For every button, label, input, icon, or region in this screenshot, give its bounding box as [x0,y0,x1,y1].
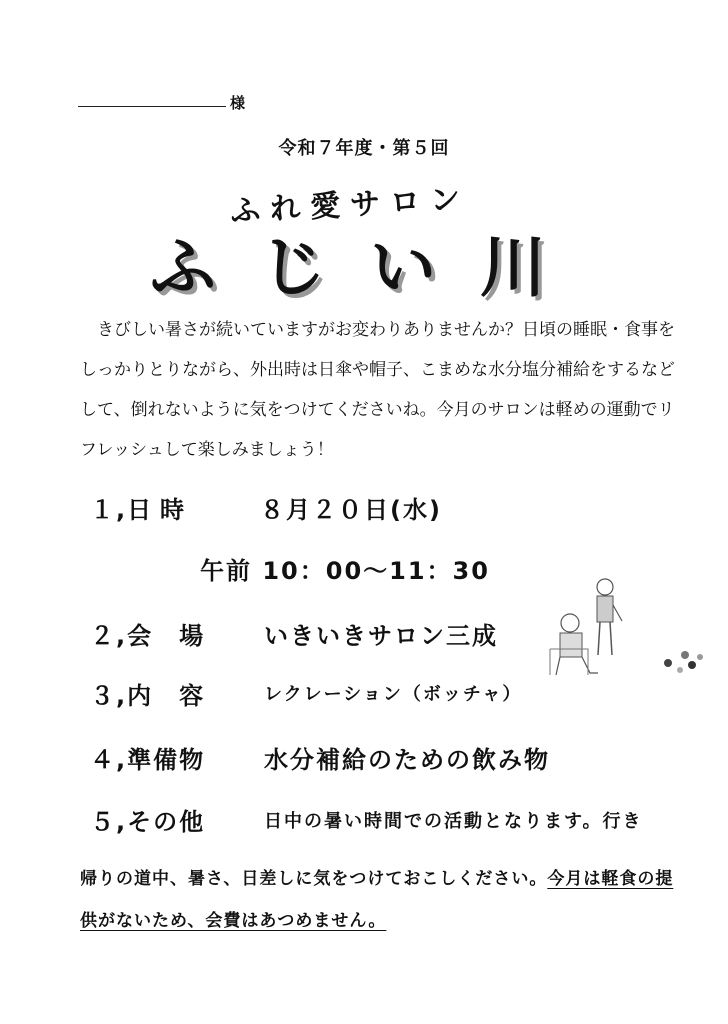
item4-label: ４,準備物 [90,746,206,774]
item2-value: いきいきサロン三成 [264,622,498,650]
subtitle: ふれ愛サロン [229,181,471,230]
item1-label: １,日 [90,496,154,524]
item5-continuation [80,858,680,942]
item3-label: ３,内 容 [90,682,206,710]
item1-time: 午前 10：00〜11：30 [200,557,490,585]
item3-value: レクレーション（ボッチャ） [264,684,523,705]
edition-label: 令和７年度・第５回 [278,138,450,159]
item5-underlined-text: 今月は軽食の提供がないため、会費はあつめません。 [80,869,674,931]
intro-text [80,310,680,470]
item5-value: 日中の暑い時間での活動となります。行き [264,811,643,832]
main-title: ふじい川 [150,229,590,306]
item5-label: ５,その他 [90,808,206,836]
intro-paragraph: きびしい暑さが続いていますがお変わりありませんか？日頃の睡眠・食事をしっかりとりながら、外出時は日傘や帽子、こまめな水分塩分補給をするなどして、倒れないように気をつけてくださいね。今月のサロンは軽めの運動でリフレッシュして楽しみましょう！ [80,320,675,460]
item5-cont-text: 帰りの道中、暑さ、日差しに気をつけておこしください。 [80,869,548,889]
addressee-suffix: 様 [230,94,246,112]
item4-value: 水分補給のための飲み物 [264,746,550,774]
addressee-blank-line [78,106,226,107]
item2-label: ２,会 場 [90,622,206,650]
item1-date: ８月２０日(水) [260,496,442,524]
boccia-players-illustration [540,575,710,685]
item1-label-b: 時 [160,496,186,524]
